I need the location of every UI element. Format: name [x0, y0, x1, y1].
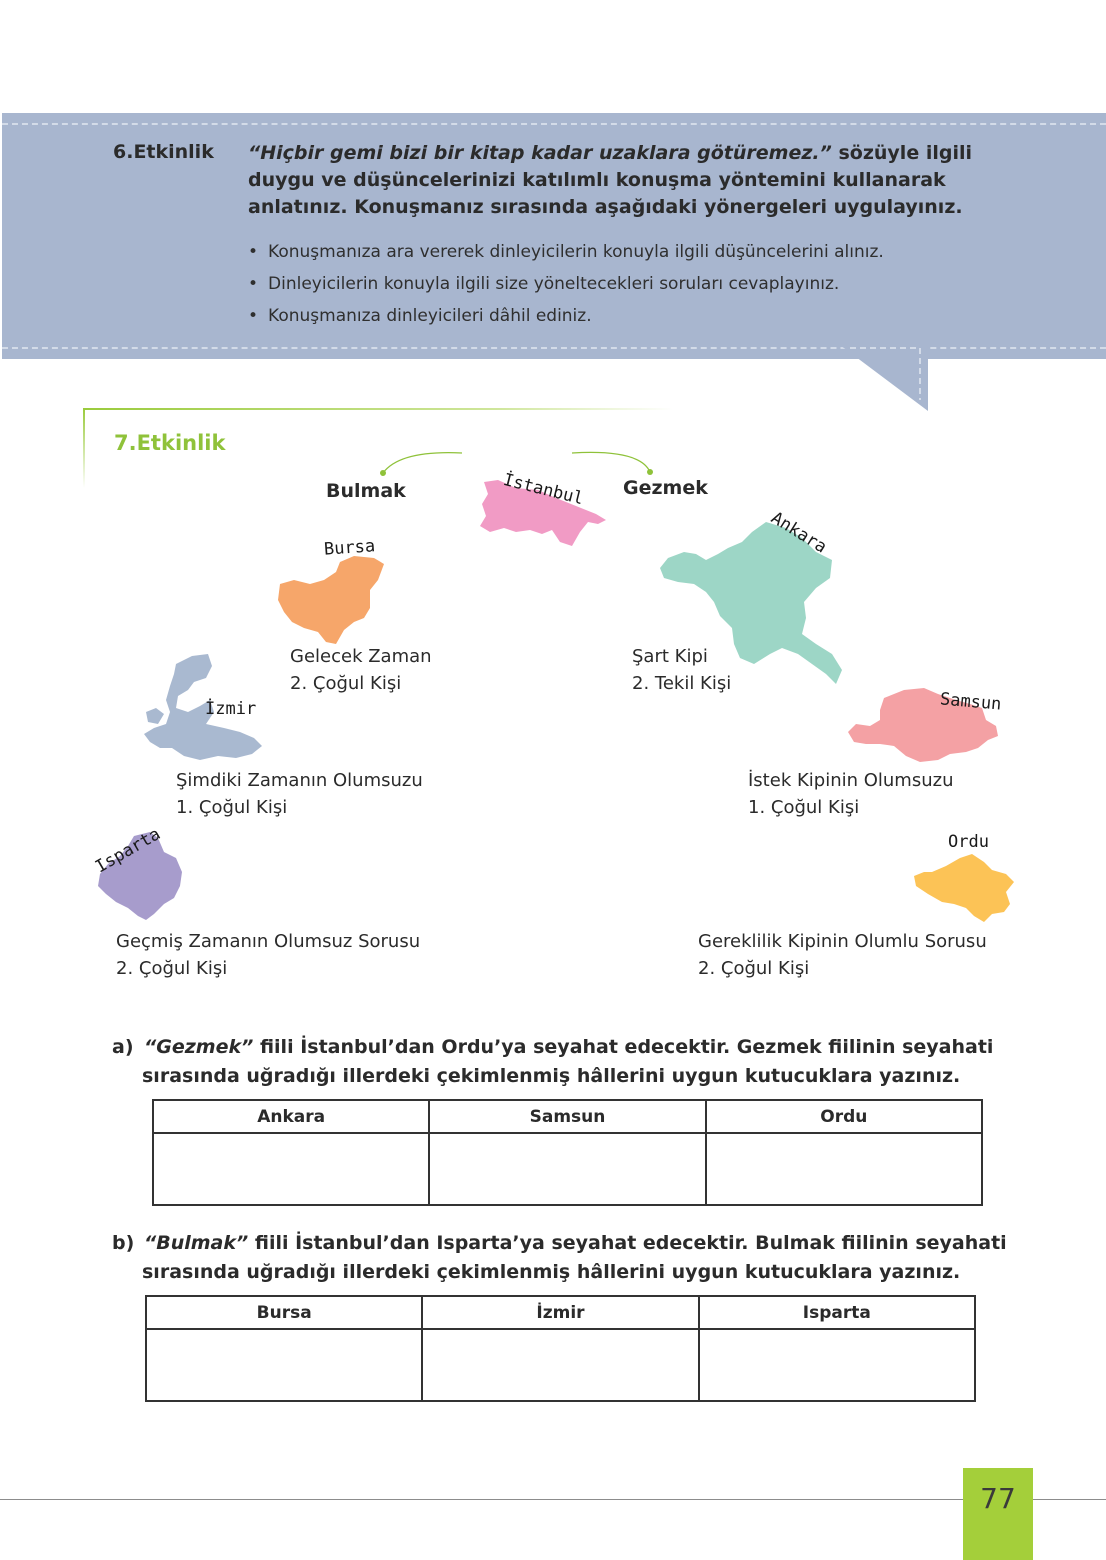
- question-a-line1: fiili İstanbul’dan Ordu’ya seyahat edecektir. Gezmek fiilinin seyahati: [253, 1036, 994, 1058]
- footer-rule: [0, 1499, 1106, 1500]
- bursa-person: 2. Çoğul Kişi: [290, 673, 402, 694]
- city-label-samsun: Samsun: [939, 689, 1003, 715]
- bursa-shape: [278, 556, 384, 644]
- question-b-line2: sırasında uğradığı illerdeki çekimlenmiş hâllerini uygun kutucuklara yazınız.: [142, 1261, 961, 1283]
- activity6-instruction: [248, 140, 1008, 221]
- question-a: [112, 1033, 1072, 1091]
- table-a-header-ankara: Ankara: [153, 1100, 429, 1133]
- ordu-person: 2. Çoğul Kişi: [698, 958, 810, 979]
- bullet-item: • Konuşmanıza dinleyicileri dâhil ediniz.: [248, 300, 1048, 332]
- question-a-letter: a): [112, 1036, 134, 1058]
- bullet-item: • Dinleyicilerin konuyla ilgili size yöneltecekleri soruları cevaplayınız.: [248, 268, 1048, 300]
- ankara-person: 2. Tekil Kişi: [632, 673, 732, 694]
- bullet-item: • Konuşmanıza ara vererek dinleyicilerin konuyla ilgili düşüncelerini alınız.: [248, 236, 1048, 268]
- activity7-top-rule: [83, 408, 673, 410]
- activity7-left-rule: [83, 408, 85, 488]
- city-label-izmir: İzmir: [205, 699, 257, 719]
- activity6-quote: “Hiçbir gemi bizi bir kitap kadar uzaklara götüremez.”: [248, 142, 832, 164]
- bursa-map-shape: [274, 556, 388, 648]
- page-number: 77: [980, 1482, 1016, 1515]
- izmir-tense: Şimdiki Zamanın Olumsuzu: [176, 770, 423, 791]
- activity6-label: 6.Etkinlik: [113, 141, 214, 163]
- speech-bubble-tail: [840, 345, 940, 415]
- question-a-verb: “Gezmek”: [144, 1036, 254, 1058]
- isparta-tense: Geçmiş Zamanın Olumsuz Sorusu: [116, 931, 421, 952]
- ordu-map-shape: [910, 852, 1018, 924]
- city-label-istanbul: İstanbul: [501, 470, 586, 510]
- answer-table-b: [145, 1295, 976, 1402]
- isparta-person: 2. Çoğul Kişi: [116, 958, 228, 979]
- verb-gezmek: Gezmek: [623, 477, 708, 499]
- question-b-letter: b): [112, 1232, 135, 1254]
- activity7-label: 7.Etkinlik: [114, 431, 226, 455]
- table-a-header-ordu: Ordu: [706, 1100, 982, 1133]
- ordu-shape: [914, 854, 1014, 922]
- table-a-header-samsun: Samsun: [429, 1100, 705, 1133]
- answer-cell-ordu[interactable]: [706, 1133, 982, 1205]
- izmir-person: 1. Çoğul Kişi: [176, 797, 288, 818]
- city-label-isparta: Isparta: [92, 824, 165, 878]
- ankara-caption: [632, 643, 731, 697]
- city-label-ankara: Ankara: [767, 508, 831, 558]
- answer-cell-izmir[interactable]: [422, 1329, 698, 1401]
- samsun-tense: İstek Kipinin Olumsuzu: [748, 770, 954, 791]
- answer-cell-isparta[interactable]: [699, 1329, 975, 1401]
- bursa-tense: Gelecek Zaman: [290, 646, 432, 667]
- samsun-caption: [748, 767, 954, 821]
- samsun-person: 1. Çoğul Kişi: [748, 797, 860, 818]
- table-b-header-isparta: Isparta: [699, 1296, 975, 1329]
- bursa-caption: [290, 643, 432, 697]
- verb-bulmak: Bulmak: [326, 480, 406, 502]
- ordu-tense: Gereklilik Kipinin Olumlu Sorusu: [698, 931, 987, 952]
- ankara-tense: Şart Kipi: [632, 646, 708, 667]
- answer-cell-ankara[interactable]: [153, 1133, 429, 1205]
- answer-table-a: [152, 1099, 983, 1206]
- activity6-bullet-list: [248, 236, 1048, 332]
- city-label-bursa: Bursa: [323, 536, 376, 560]
- isparta-caption: [116, 928, 420, 982]
- question-b-verb: “Bulmak”: [144, 1232, 249, 1254]
- city-label-ordu: Ordu: [948, 832, 989, 852]
- izmir-caption: [176, 767, 423, 821]
- question-a-line2: sırasında uğradığı illerdeki çekimlenmiş hâllerini uygun kutucuklara yazınız.: [142, 1065, 961, 1087]
- table-b-header-bursa: Bursa: [146, 1296, 422, 1329]
- ordu-caption: [698, 928, 987, 982]
- question-b-line1: fiili İstanbul’dan Isparta’ya seyahat edecektir. Bulmak fiilinin seyahati: [248, 1232, 1007, 1254]
- answer-cell-samsun[interactable]: [429, 1133, 705, 1205]
- table-b-header-izmir: İzmir: [422, 1296, 698, 1329]
- activity6-instruction-text: sözüyle ilgili duygu ve düşüncelerinizi katılımlı konuşma yöntemini kullanarak anlatınız. Konuşmanız sırasında aşağıdaki yönergeleri uygulayınız.: [248, 142, 972, 218]
- question-b: [112, 1229, 1072, 1287]
- answer-cell-bursa[interactable]: [146, 1329, 422, 1401]
